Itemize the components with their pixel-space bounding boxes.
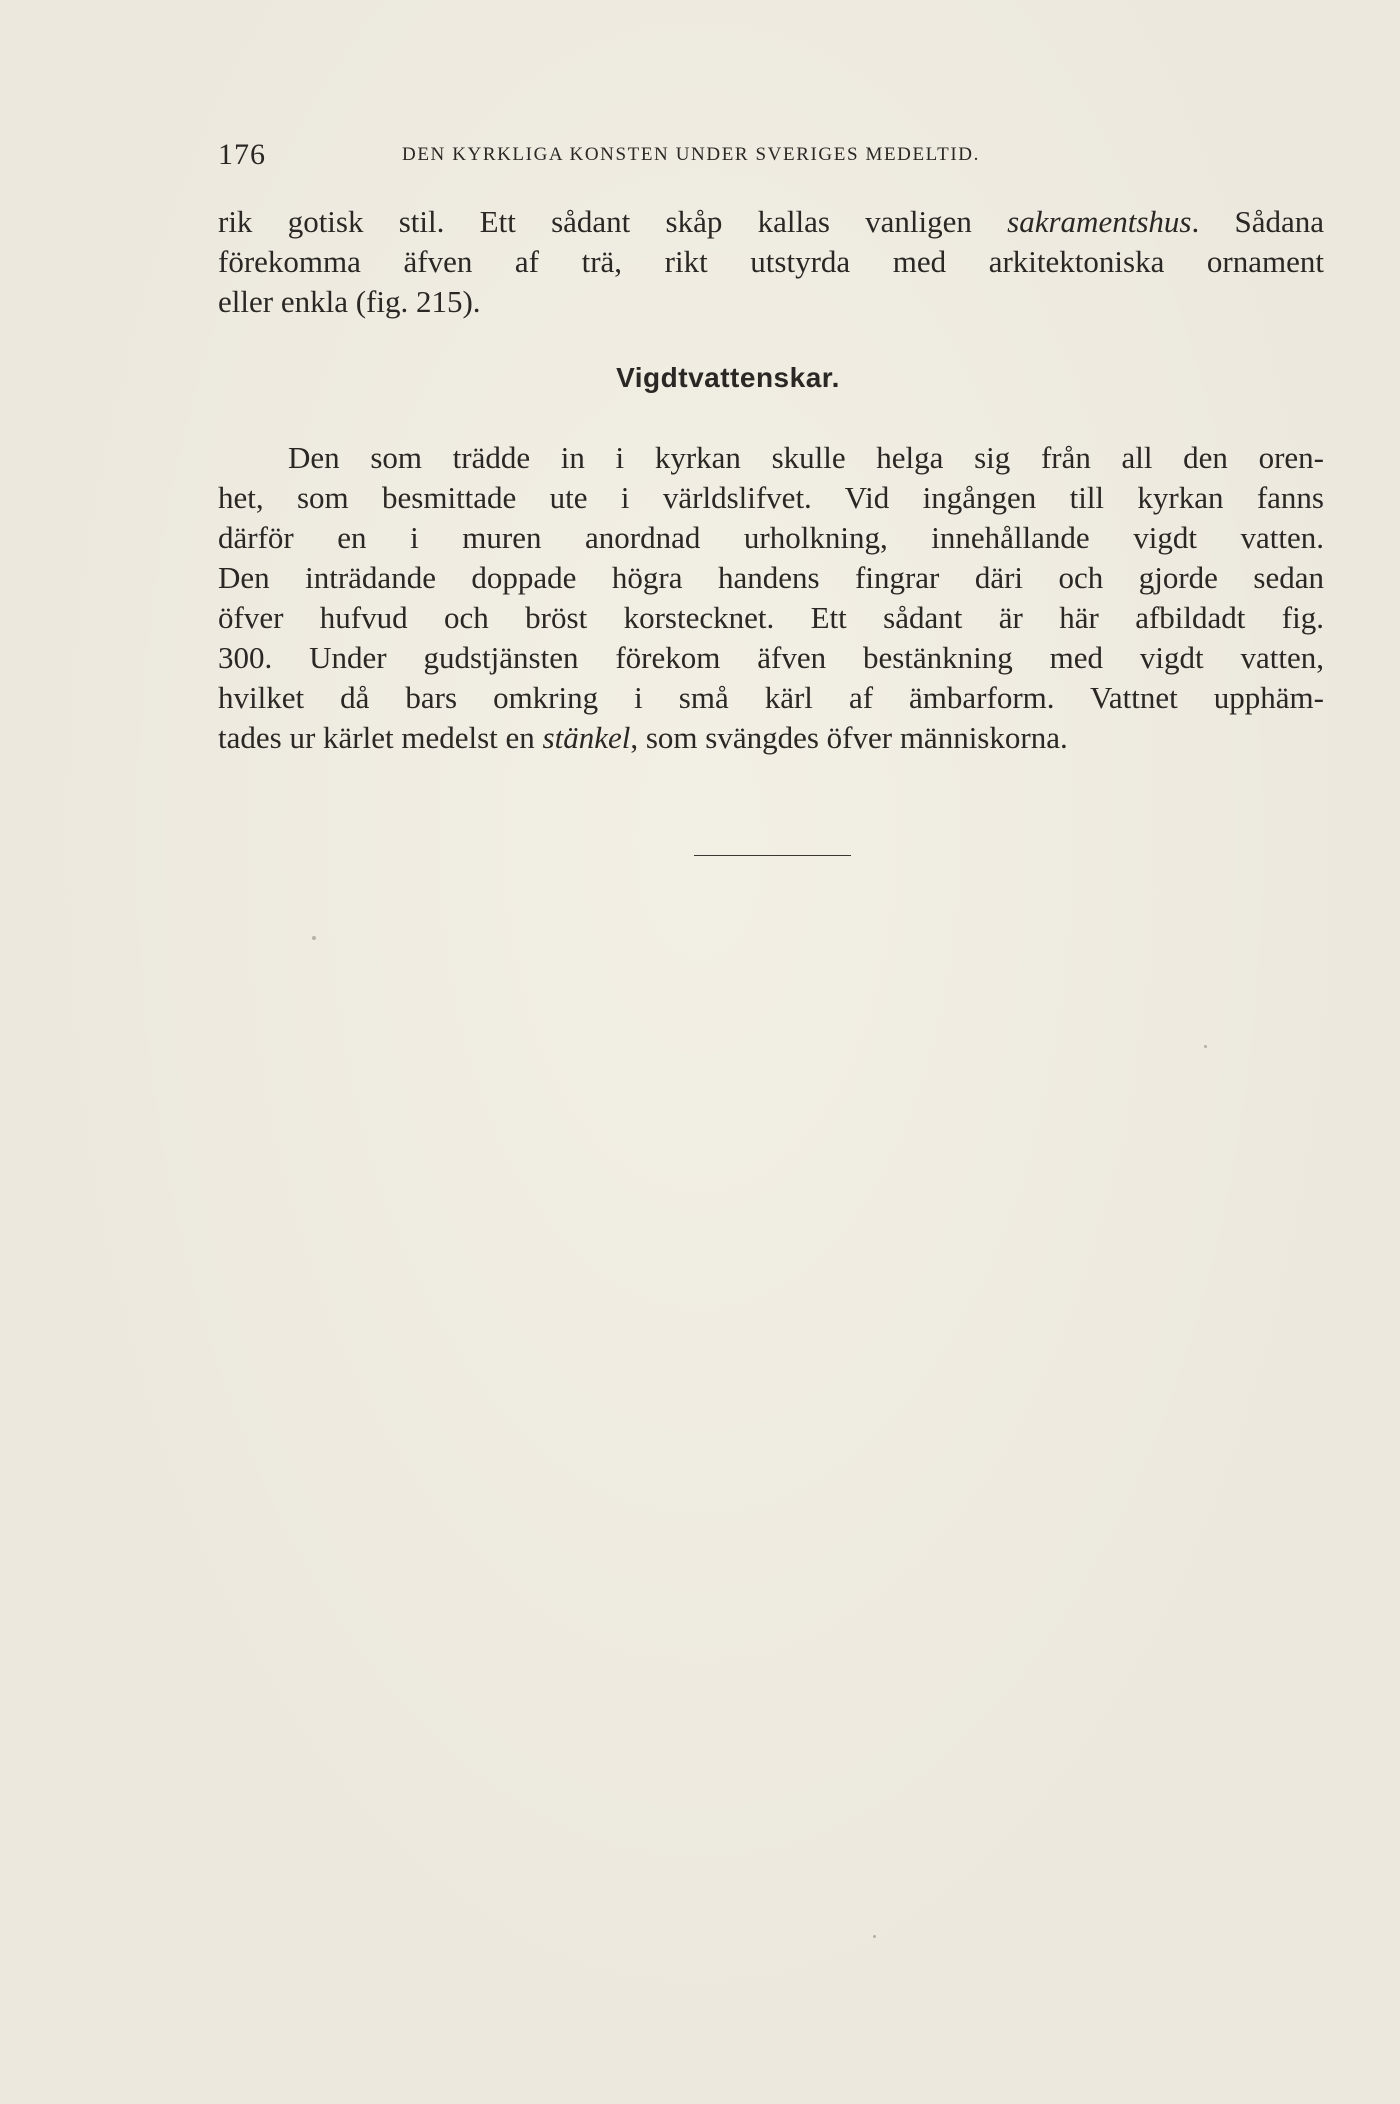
paragraph-1-line-1 xyxy=(218,202,1324,242)
section-end-rule xyxy=(694,855,851,856)
paragraph-2-line-7: hvilket då bars omkring i små kärl af ämbarform. Vattnet upphäm- xyxy=(218,680,1324,715)
paragraph-1-line-3: eller enkla (fig. 215). xyxy=(218,284,481,319)
paragraph-2-line-6: 300. Under gudstjänsten förekom äfven bestänkning med vigdt vatten, xyxy=(218,640,1324,675)
paragraph-1-line-2: förekomma äfven af trä, rikt utstyrda med arkitektoniska ornament xyxy=(218,244,1324,279)
text-segment: tades ur kärlet medelst en xyxy=(218,720,543,755)
paragraph-2-line-8 xyxy=(218,718,1324,758)
paragraph-2-line-5: öfver hufvud och bröst korstecknet. Ett sådant är här afbildadt fig. xyxy=(218,600,1324,635)
running-title: DEN KYRKLIGA KONSTEN UNDER SVERIGES MEDELTID. xyxy=(402,144,980,165)
paper-speck xyxy=(1204,1045,1207,1048)
italic-term: stänkel xyxy=(542,720,631,755)
text-segment: rik gotisk stil. Ett sådant skåp kallas vanligen xyxy=(218,204,1008,239)
section-heading: Vigdtvattenskar. xyxy=(616,362,840,393)
paragraph-1 xyxy=(218,202,1324,322)
paper-speck xyxy=(873,1935,876,1938)
page-number: 176 xyxy=(218,138,266,171)
paragraph-2-line-3: därför en i muren anordnad urholkning, innehållande vigdt vatten. xyxy=(218,520,1324,555)
paragraph-2-line-2: het, som besmittade ute i världslifvet. Vid ingången till kyrkan fanns xyxy=(218,480,1324,515)
running-head xyxy=(218,138,1324,178)
paper-speck xyxy=(312,936,316,940)
text-segment: , som svängdes öfver människorna. xyxy=(630,720,1068,755)
paragraph-2-line-4: Den inträdande doppade högra handens fingrar däri och gjorde sedan xyxy=(218,560,1324,595)
text-segment: . Sådana xyxy=(1191,204,1324,239)
paragraph-2-line-1: Den som trädde in i kyrkan skulle helga sig från all den oren- xyxy=(288,440,1324,475)
paragraph-2 xyxy=(218,438,1324,758)
italic-term: sakramentshus xyxy=(1007,204,1192,239)
